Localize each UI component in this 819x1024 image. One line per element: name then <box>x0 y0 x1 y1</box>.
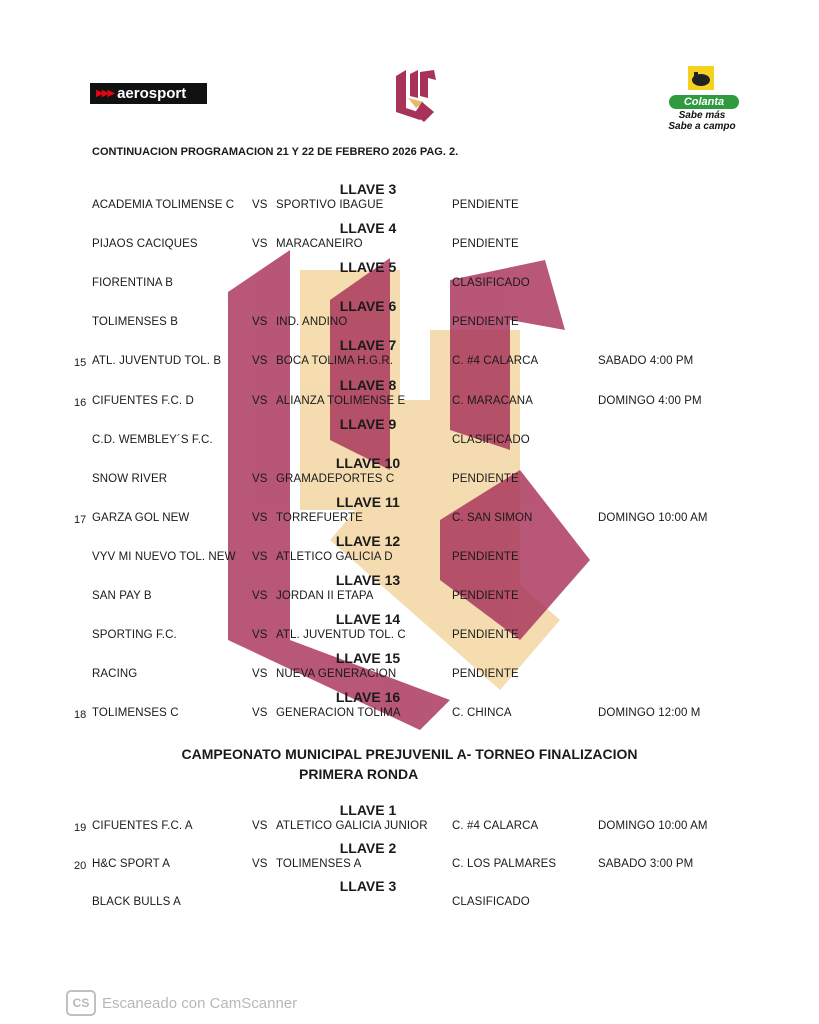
page-subtitle: CONTINUACION PROGRAMACION 21 Y 22 DE FEBRERO 2026 PAG. 2. <box>92 146 459 158</box>
llave-heading: LLAVE 12 <box>335 532 401 549</box>
match-number: 18 <box>74 709 87 722</box>
camscanner-icon: CS <box>66 990 96 1016</box>
venue: PENDIENTE <box>452 629 519 642</box>
vs-label: VS <box>252 472 268 485</box>
llave-heading: LLAVE 9 <box>339 415 397 432</box>
match-time: DOMINGO 4:00 PM <box>598 394 702 407</box>
vs-label: VS <box>252 668 268 681</box>
away-team: GENERACION TOLIMA <box>276 707 401 720</box>
vs-label: VS <box>252 199 268 211</box>
home-team: CIFUENTES F.C. D <box>92 394 194 407</box>
match-time: SABADO 3:00 PM <box>598 858 694 870</box>
match-time: DOMINGO 10:00 AM <box>598 511 708 524</box>
llave-heading: LLAVE 3 <box>339 878 397 894</box>
home-team: VYV MI NUEVO TOL. NEW <box>92 550 236 563</box>
home-team: C.D. WEMBLEY´S F.C. <box>92 433 213 446</box>
match-number: 15 <box>74 357 87 370</box>
league-logo <box>394 68 438 126</box>
venue: CLASIFICADO <box>452 896 530 908</box>
llave-heading: LLAVE 4 <box>339 220 397 237</box>
camscanner-text: Escaneado con CamScanner <box>102 994 298 1012</box>
match-time: DOMINGO 10:00 AM <box>598 820 708 832</box>
colanta-slogan-line-1: Sabe más <box>678 110 726 121</box>
away-team: BOCA TOLIMA H.G.R. <box>276 355 394 368</box>
home-team: GARZA GOL NEW <box>92 511 190 524</box>
home-team: RACING <box>92 668 138 681</box>
venue: PENDIENTE <box>452 668 519 681</box>
away-team: ATLETICO GALICIA D <box>276 550 393 563</box>
colanta-slogan-line-2: Sabe a campo <box>668 121 736 132</box>
vs-label: VS <box>252 590 268 602</box>
home-team: SPORTING F.C. <box>92 629 177 642</box>
llave-heading: LLAVE 13 <box>335 572 401 588</box>
fast-forward-icon: ▶▶▶ <box>96 88 114 99</box>
venue: C. #4 CALARCA <box>452 355 539 368</box>
away-team: ATL. JUVENTUD TOL. C <box>276 629 406 642</box>
vs-label: VS <box>252 316 268 329</box>
vs-label: VS <box>252 858 268 870</box>
home-team: SAN PAY B <box>92 590 152 602</box>
away-team: SPORTIVO IBAGUE <box>276 199 384 211</box>
vs-label: VS <box>252 511 268 524</box>
home-team: H&C SPORT A <box>92 858 171 870</box>
llave-heading: LLAVE 8 <box>339 376 397 393</box>
venue: PENDIENTE <box>452 550 519 563</box>
home-team: TOLIMENSES C <box>92 707 179 720</box>
vs-label: VS <box>252 238 268 251</box>
venue: PENDIENTE <box>452 590 519 602</box>
home-team: ATL. JUVENTUD TOL. B <box>92 355 222 368</box>
llave-heading: LLAVE 11 <box>336 493 400 510</box>
venue: C. CHINCA <box>452 707 512 720</box>
vs-label: VS <box>252 355 268 368</box>
vs-label: VS <box>252 550 268 563</box>
venue: PENDIENTE <box>452 238 519 251</box>
home-team: FIORENTINA B <box>92 277 174 290</box>
match-number: 16 <box>74 396 87 409</box>
home-team: CIFUENTES F.C. A <box>92 820 193 832</box>
vs-label: VS <box>252 707 268 720</box>
home-team: ACADEMIA TOLIMENSE C <box>92 199 235 211</box>
away-team: ALIANZA TOLIMENSE E <box>276 394 406 407</box>
home-team: PIJAOS CACIQUES <box>92 238 198 251</box>
venue: C. MARACANA <box>452 394 533 407</box>
away-team: ATLETICO GALICIA JUNIOR <box>276 820 428 832</box>
venue: C. SAN SIMON <box>452 511 533 524</box>
colanta-brand: Colanta <box>669 95 739 109</box>
away-team: IND. ANDINO <box>276 316 348 329</box>
match-number: 19 <box>74 822 87 834</box>
llave-heading: LLAVE 7 <box>339 337 397 354</box>
away-team: NUEVA GENERACION <box>276 668 397 681</box>
vs-label: VS <box>252 820 268 832</box>
llave-heading: LLAVE 15 <box>335 650 401 667</box>
venue: PENDIENTE <box>452 199 519 211</box>
llave-heading: LLAVE 16 <box>335 689 401 706</box>
venue: C. LOS PALMARES <box>452 858 557 870</box>
llave-heading: LLAVE 6 <box>339 298 397 315</box>
camscanner-watermark <box>66 990 297 1016</box>
llave-heading: LLAVE 10 <box>335 454 401 471</box>
venue: C. #4 CALARCA <box>452 820 539 832</box>
match-time: DOMINGO 12:00 M <box>598 707 701 720</box>
section2-title: CAMPEONATO MUNICIPAL PREJUVENIL A- TORNEO FINALIZACION <box>181 746 638 762</box>
llave-heading: LLAVE 2 <box>339 840 397 856</box>
venue: CLASIFICADO <box>452 433 530 446</box>
home-team: TOLIMENSES B <box>92 316 178 329</box>
venue: PENDIENTE <box>452 316 519 329</box>
away-team: MARACANEIRO <box>276 238 363 251</box>
vs-label: VS <box>252 394 268 407</box>
match-number: 20 <box>74 860 87 872</box>
vs-label: VS <box>252 629 268 642</box>
aerosport-label: aerosport <box>117 85 187 102</box>
match-time: SABADO 4:00 PM <box>598 355 694 368</box>
away-team: GRAMADEPORTES C <box>276 472 395 485</box>
section2-subtitle: PRIMERA RONDA <box>299 766 419 782</box>
home-team: BLACK BULLS A <box>92 896 181 908</box>
llave-heading: LLAVE 5 <box>339 259 397 276</box>
llave-heading: LLAVE 1 <box>339 802 397 818</box>
llave-heading: LLAVE 3 <box>339 181 397 197</box>
aerosport-logo <box>90 83 207 104</box>
llave-heading: LLAVE 14 <box>335 611 401 628</box>
away-team: TOLIMENSES A <box>276 858 362 870</box>
venue: CLASIFICADO <box>452 277 530 290</box>
venue: PENDIENTE <box>452 472 519 485</box>
cow-icon <box>688 66 714 90</box>
away-team: TORREFUERTE <box>276 511 363 524</box>
home-team: SNOW RIVER <box>92 472 168 485</box>
away-team: JORDAN II ETAPA <box>276 590 374 602</box>
match-number: 17 <box>74 513 87 526</box>
